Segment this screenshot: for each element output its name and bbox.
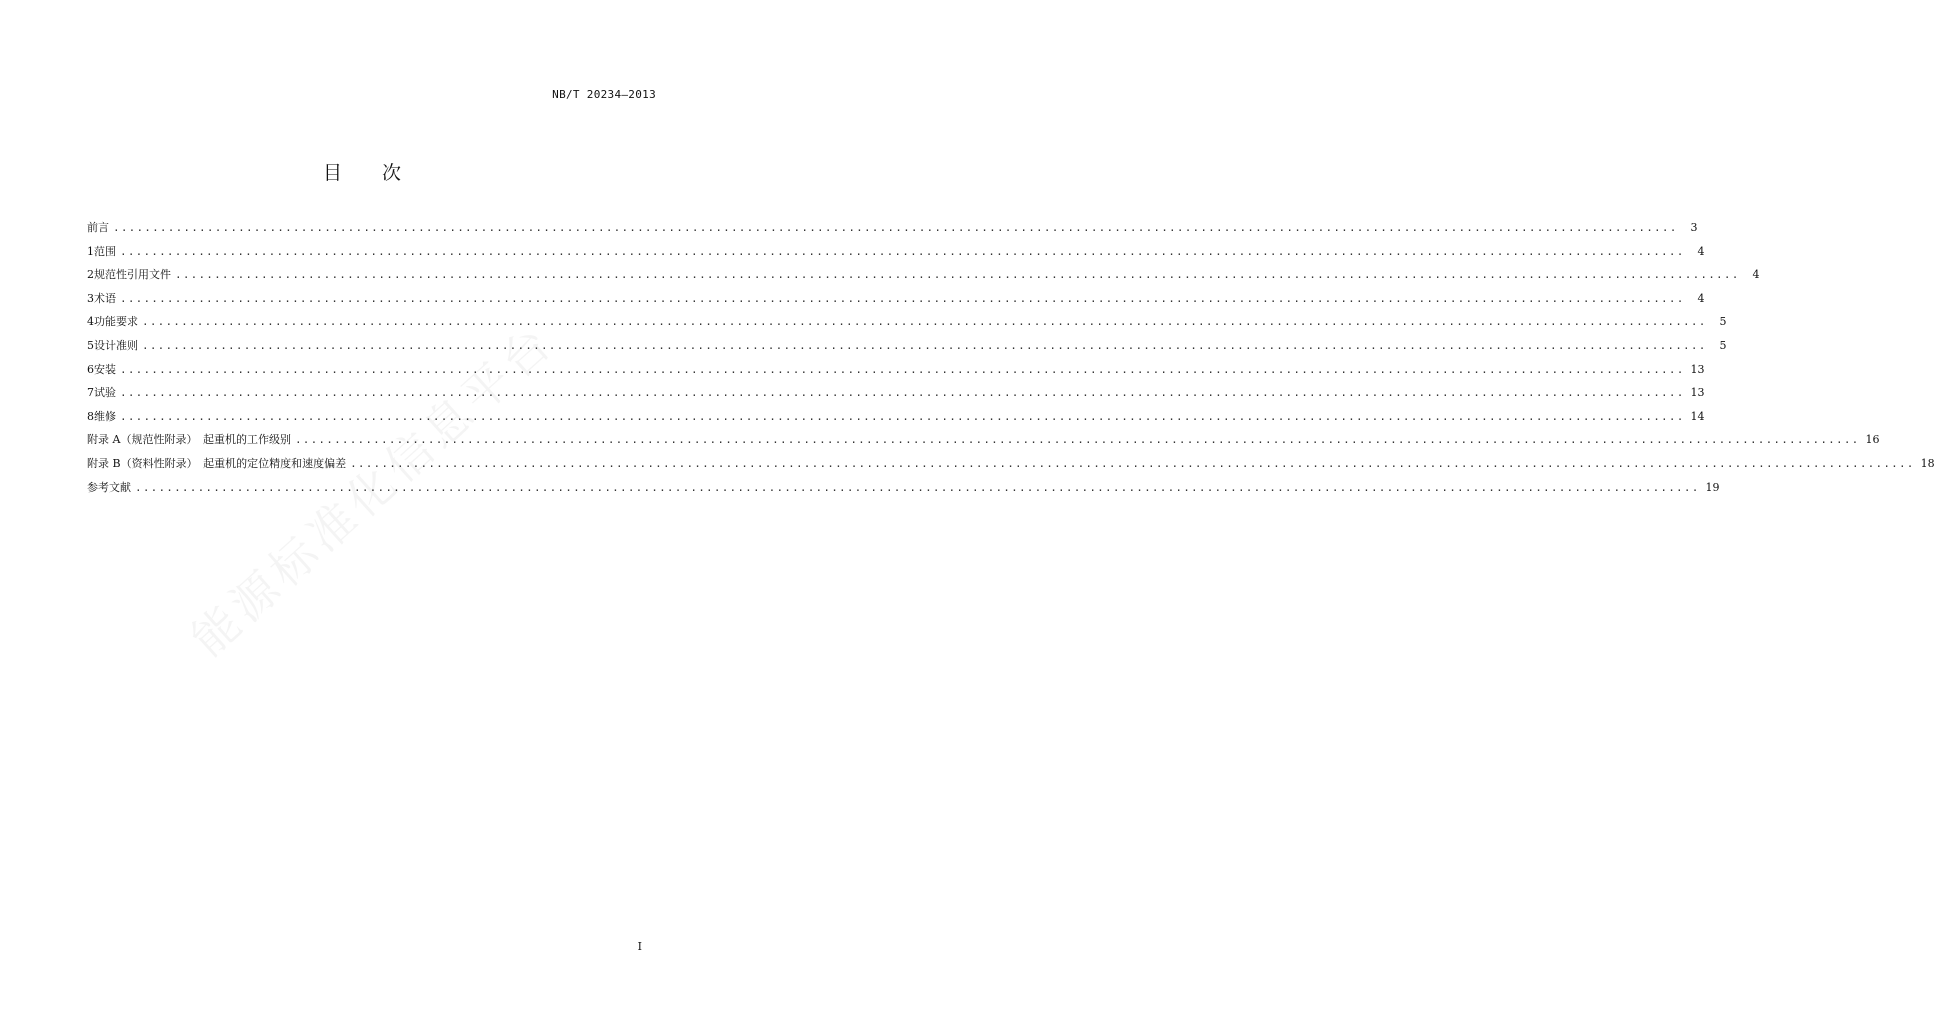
- toc-leader-dots: ........................................................................................................................................................................................................: [120, 362, 1685, 376]
- toc-leader-dots: ........................................................................................................................................................................................................: [350, 456, 1915, 470]
- toc-entry-page: 4: [1752, 268, 1760, 282]
- toc-entry-page: 4: [1697, 291, 1705, 305]
- toc-entry-number: 8: [87, 409, 94, 423]
- toc-entry-label: 安装: [94, 362, 116, 376]
- toc-entry-page: 3: [1690, 221, 1698, 234]
- toc-entry-number: 4: [87, 315, 94, 329]
- toc-entry-page: 5: [1719, 315, 1727, 329]
- toc-entry-label: 维修: [94, 409, 116, 423]
- toc-entry-label: 范围: [94, 244, 116, 258]
- toc-entry-page: 18: [1920, 456, 1935, 470]
- toc-entry[interactable]: [87, 216, 1698, 240]
- toc-entry-label: 前言: [87, 221, 109, 234]
- toc-entry-number: 2: [87, 268, 94, 282]
- toc-leader-dots: ........................................................................................................................................................................................................: [113, 221, 1678, 234]
- toc-entry[interactable]: [87, 381, 1705, 405]
- toc-entry[interactable]: [87, 287, 1705, 311]
- toc-entry-label: 规范性引用文件: [94, 268, 171, 282]
- toc-entry-label: 设计准则: [94, 338, 138, 352]
- toc-entry-page: 13: [1690, 362, 1705, 376]
- toc-entry-page: 16: [1865, 433, 1880, 447]
- toc-entry-label: 功能要求: [94, 315, 138, 329]
- toc-entry-page: 4: [1697, 244, 1705, 258]
- toc-entry-number: 7: [87, 386, 94, 400]
- toc-entry[interactable]: [87, 405, 1705, 429]
- toc-leader-dots: ........................................................................................................................................................................................................: [175, 268, 1740, 282]
- toc-leader-dots: ........................................................................................................................................................................................................: [142, 315, 1707, 329]
- toc-entry-label: 试验: [94, 386, 116, 400]
- toc-entry-label: 附录 B（资料性附录） 起重机的定位精度和速度偏差: [87, 456, 347, 470]
- toc-leader-dots: ........................................................................................................................................................................................................: [135, 480, 1700, 494]
- toc-leader-dots: ........................................................................................................................................................................................................: [120, 386, 1685, 400]
- toc-entry-number: 1: [87, 244, 94, 258]
- toc-leader-dots: ........................................................................................................................................................................................................: [142, 338, 1707, 352]
- toc-leader-dots: ........................................................................................................................................................................................................: [120, 244, 1685, 258]
- document-code: NB/T 20234—2013: [552, 88, 656, 101]
- toc-entry[interactable]: [87, 240, 1705, 264]
- toc-entry-label: 参考文献: [87, 480, 131, 494]
- toc-entry[interactable]: [87, 263, 1760, 287]
- toc-entry[interactable]: [87, 310, 1727, 334]
- toc-leader-dots: ........................................................................................................................................................................................................: [120, 291, 1685, 305]
- toc-entry-page: 5: [1719, 338, 1727, 352]
- toc-entry-label: 附录 A（规范性附录） 起重机的工作级别: [87, 433, 291, 447]
- toc-entry-page: 19: [1705, 480, 1720, 494]
- toc-title: [0, 158, 724, 185]
- toc-entry-label: 术语: [94, 291, 116, 305]
- page-number: I: [637, 940, 642, 953]
- toc-entry-number: 5: [87, 338, 94, 352]
- toc-entry-number: 6: [87, 362, 94, 376]
- toc-title-char-2: 次: [382, 162, 402, 184]
- toc-leader-dots: ........................................................................................................................................................................................................: [120, 409, 1685, 423]
- toc-entry-number: 3: [87, 291, 94, 305]
- toc-entry-page: 13: [1690, 386, 1705, 400]
- toc-title-char-1: 目: [322, 162, 342, 184]
- toc-entry-page: 14: [1690, 409, 1705, 423]
- toc-leader-dots: ........................................................................................................................................................................................................: [294, 433, 1860, 447]
- toc-entry[interactable]: [87, 358, 1705, 382]
